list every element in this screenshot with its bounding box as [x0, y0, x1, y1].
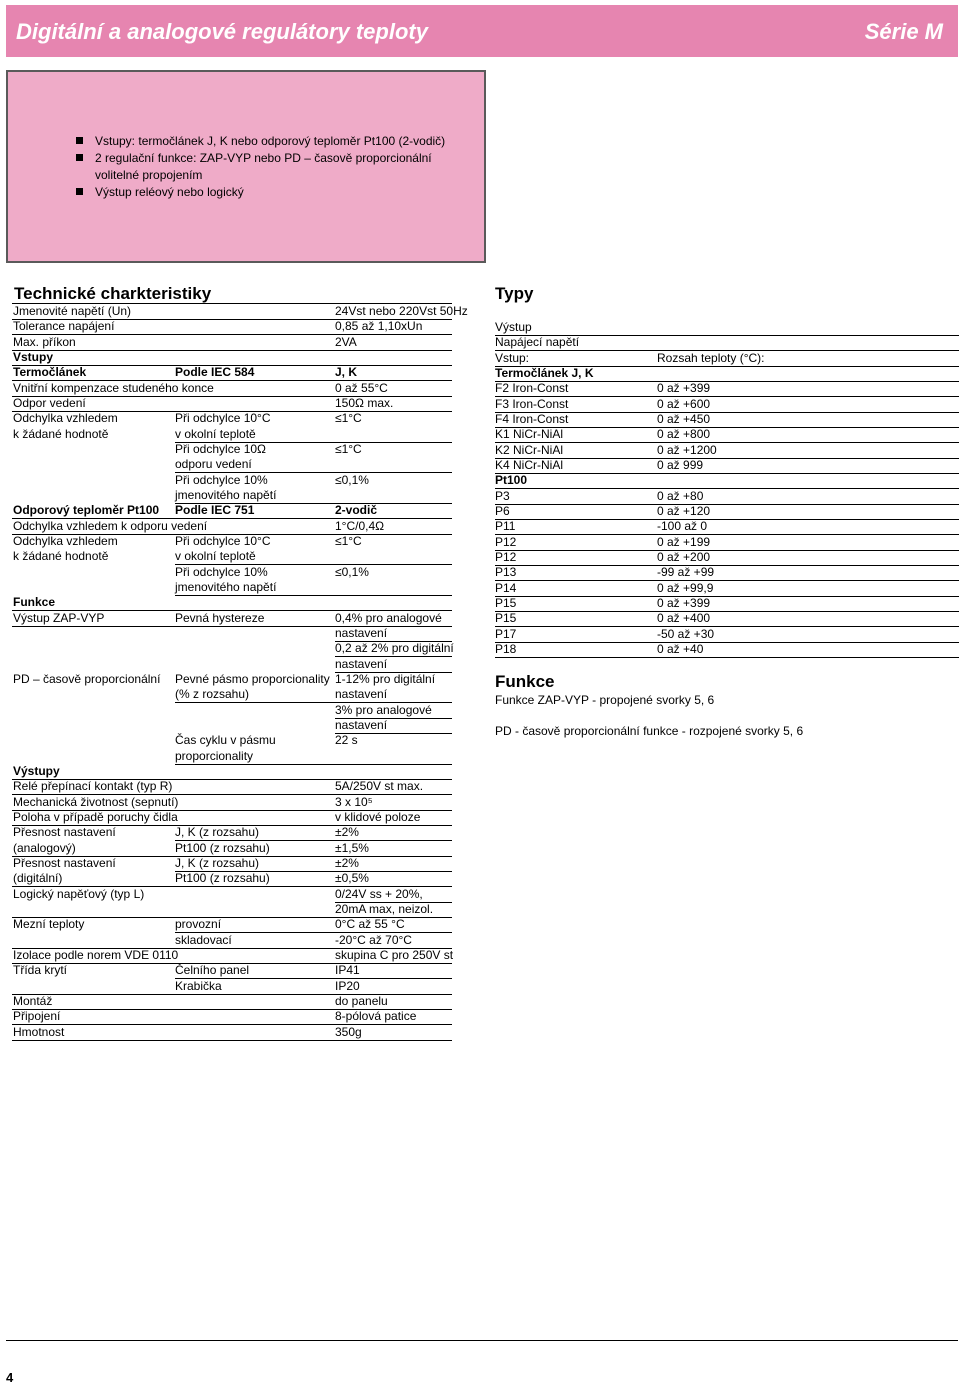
- type-code: K1 NiCr-NiAl: [495, 427, 564, 442]
- tech-cell-1: Odchylka vzhledem: [13, 534, 118, 548]
- type-row: [495, 351, 947, 366]
- type-code: P12: [495, 534, 517, 549]
- tech-cell-1: Připojení: [13, 1009, 61, 1024]
- type-code: K4 NiCr-NiAl: [495, 458, 564, 472]
- type-row: [495, 366, 947, 381]
- tech-cell-1: Termočlánek: [13, 365, 87, 380]
- tech-cell-3: 150Ω max.: [335, 396, 394, 410]
- feature-item: Vstupy: termočlánek J, K nebo odporový teploměr Pt100 (2-vodič): [76, 133, 445, 150]
- tech-cell-2: J, K (z rozsahu): [175, 825, 260, 840]
- tech-cell-1: Odchylka vzhledem k odporu vedení: [13, 518, 208, 533]
- tech-row: [12, 580, 452, 595]
- type-range: 0 až +800: [657, 427, 711, 442]
- tech-cell-1: PD – časově proporcionální: [13, 671, 161, 686]
- tech-cell-3: 20mA max, neizol.: [335, 901, 434, 916]
- tech-cell-3: 22 s: [335, 733, 358, 748]
- tech-cell-2: odporu vedení: [175, 457, 252, 472]
- tech-cell-1: (digitální): [13, 871, 63, 886]
- footer-rule: [6, 1340, 958, 1341]
- tech-row: [12, 887, 452, 902]
- tech-cell-2: Pt100 (z rozsahu): [175, 871, 270, 886]
- tech-row: [12, 1025, 452, 1040]
- tech-row: [12, 902, 452, 917]
- tech-cell-3: 0/24V ss + 20%,: [335, 886, 423, 901]
- type-range: 0 až +200: [657, 549, 711, 564]
- type-row: [495, 335, 947, 350]
- type-row: [495, 504, 947, 519]
- tech-cell-1: Odpor vedení: [13, 396, 86, 410]
- page-title: Digitální a analogové regulátory teploty: [16, 19, 428, 44]
- tech-cell-1: Mechanická životnost (sepnutí): [13, 794, 179, 809]
- tech-cell-3: 0,4% pro analogové: [335, 610, 442, 625]
- type-range: 0 až +400: [657, 611, 711, 626]
- type-row: [495, 627, 947, 642]
- tech-cell-3: ±2%: [335, 855, 359, 870]
- tech-title: Technické charkteristiky: [14, 284, 212, 303]
- tech-row: [12, 825, 452, 840]
- tech-row: [12, 365, 452, 380]
- tech-row: [12, 733, 452, 748]
- type-range: 0 až +80: [657, 488, 704, 503]
- tech-cell-3: ±0,5%: [335, 871, 369, 886]
- tech-cell-2: Podle IEC 751: [175, 503, 255, 518]
- tech-cell-2: (% z rozsahu): [175, 687, 250, 702]
- type-code: F3 Iron-Const: [495, 396, 569, 411]
- tech-row: [12, 626, 452, 641]
- tech-cell-3: nastavení: [335, 687, 388, 702]
- tech-cell-1: Přesnost nastavení: [13, 855, 116, 870]
- tech-cell-2: Čas cyklu v pásmu: [175, 733, 276, 748]
- type-code: Termočlánek J, K: [495, 366, 594, 380]
- tech-cell-3: -20°C až 70°C: [335, 932, 412, 947]
- tech-cell-2: Pevná hystereze: [175, 610, 265, 625]
- type-row: [495, 412, 947, 427]
- tech-cell-3: IP20: [335, 978, 360, 993]
- type-row: [495, 581, 947, 596]
- tech-row: [12, 457, 452, 472]
- type-range: -100 až 0: [657, 519, 708, 534]
- feature-box: [6, 70, 486, 263]
- tech-cell-3: ≤0,1%: [335, 472, 369, 487]
- tech-cell-3: ≤1°C: [335, 442, 362, 456]
- tech-cell-2: Při odchylce 10°C: [175, 411, 271, 426]
- type-row: [495, 443, 947, 458]
- type-row: [495, 519, 947, 534]
- header-bar: [6, 5, 958, 57]
- tech-row: [12, 764, 452, 779]
- tech-cell-2: Při odchylce 10%: [175, 472, 268, 487]
- tech-cell-2: v okolní teplotě: [175, 549, 256, 564]
- type-range: Rozsah teploty (°C):: [657, 350, 765, 365]
- row-divider: [12, 1040, 452, 1041]
- type-code: F2 Iron-Const: [495, 381, 569, 396]
- type-range: 0 až +120: [657, 504, 711, 518]
- types-title: Typy: [495, 284, 534, 303]
- type-code: Napájecí napětí: [495, 335, 580, 350]
- tech-row: [12, 534, 452, 549]
- tech-cell-2: Pt100 (z rozsahu): [175, 840, 270, 855]
- tech-row: [12, 519, 452, 534]
- tech-cell-3: 0°C až 55 °C: [335, 917, 405, 932]
- tech-row: [12, 641, 452, 656]
- type-range: -99 až +99: [657, 565, 715, 580]
- tech-cell-1: k žádané hodnotě: [13, 549, 109, 564]
- tech-cell-3: 3% pro analogové: [335, 702, 432, 717]
- tech-cell-3: ≤0,1%: [335, 564, 369, 579]
- tech-row: [12, 917, 452, 932]
- tech-row: [12, 749, 452, 764]
- tech-row: [12, 488, 452, 503]
- tech-row: [12, 933, 452, 948]
- tech-cell-1: k žádané hodnotě: [13, 426, 109, 441]
- tech-cell-3: IP41: [335, 963, 360, 978]
- tech-cell-3: v klidové poloze: [335, 809, 421, 824]
- tech-cell-3: J, K: [335, 365, 358, 380]
- type-code: Pt100: [495, 473, 528, 488]
- tech-cell-1: Poloha v případě poruchy čidla: [13, 809, 178, 824]
- tech-cell-1: Funkce: [13, 595, 56, 610]
- tech-cell-2: provozní: [175, 917, 222, 932]
- feature-item: 2 regulační funkce: ZAP-VYP nebo PD – časově proporcionální: [76, 150, 445, 167]
- type-row: [495, 473, 947, 488]
- tech-cell-3: 0 až 55°C: [335, 380, 388, 395]
- feature-item: Výstup reléový nebo logický: [76, 184, 445, 201]
- page-number: 4: [6, 1370, 14, 1385]
- tech-row: [12, 871, 452, 886]
- tech-cell-2: Krabička: [175, 978, 222, 993]
- type-code: P12: [495, 549, 517, 564]
- tech-cell-1: (analogový): [13, 840, 76, 855]
- type-row: [495, 596, 947, 611]
- tech-row: [12, 718, 452, 733]
- funkce-title: Funkce: [495, 672, 555, 691]
- tech-row: [12, 795, 452, 810]
- tech-cell-2: Při odchylce 10°C: [175, 534, 271, 548]
- tech-row: [12, 779, 452, 794]
- type-code: P15: [495, 595, 517, 610]
- funkce-line: Funkce ZAP-VYP - propojené svorky 5, 6: [495, 693, 715, 707]
- tech-cell-2: jmenovitého napětí: [175, 488, 277, 502]
- type-row: [495, 611, 947, 626]
- type-range: 0 až 999: [657, 458, 704, 472]
- type-row: [495, 565, 947, 580]
- type-range: 0 až +40: [657, 641, 704, 656]
- tech-row: [12, 381, 452, 396]
- tech-cell-3: 8-pólová patice: [335, 1009, 417, 1024]
- type-divider: [495, 657, 959, 658]
- tech-cell-1: Max. příkon: [13, 334, 76, 349]
- tech-cell-3: ±2%: [335, 825, 359, 840]
- type-code: Vstup:: [495, 350, 530, 365]
- tech-cell-2: Pevné pásmo proporcionality: [175, 671, 330, 686]
- tech-cell-2: Při odchylce 10Ω: [175, 442, 267, 456]
- tech-row: [12, 611, 452, 626]
- tech-cell-1: Vnitřní kompenzace studeného konce: [13, 380, 214, 395]
- tech-row: [12, 703, 452, 718]
- type-code: P17: [495, 626, 517, 641]
- tech-row: [12, 810, 452, 825]
- tech-cell-3: 2-vodič: [335, 503, 378, 518]
- tech-cell-3: nastavení: [335, 656, 388, 671]
- tech-cell-1: Odchylka vzhledem: [13, 411, 118, 426]
- tech-cell-3: 2VA: [335, 334, 357, 349]
- type-range: 0 až +399: [657, 595, 711, 610]
- tech-cell-1: Relé přepínací kontakt (typ R): [13, 779, 173, 794]
- tech-cell-1: Izolace podle norem VDE 0110: [13, 947, 179, 962]
- tech-cell-3: 24Vst nebo 220Vst 50Hz: [335, 304, 468, 318]
- tech-row: [12, 657, 452, 672]
- type-range: -50 až +30: [657, 626, 715, 641]
- tech-row: [12, 427, 452, 442]
- tech-row: [12, 304, 468, 319]
- tech-cell-1: Přesnost nastavení: [13, 825, 116, 840]
- type-row: [495, 320, 947, 335]
- type-code: P14: [495, 580, 517, 595]
- type-range: 0 až +399: [657, 381, 711, 396]
- feature-item: volitelné propojením: [95, 168, 203, 182]
- tech-cell-3: ≤1°C: [335, 411, 362, 426]
- type-code: Výstup: [495, 320, 532, 334]
- tech-row: [12, 963, 452, 978]
- tech-cell-2: Podle IEC 584: [175, 365, 255, 380]
- type-range: 0 až +1200: [657, 442, 717, 457]
- tech-row: [12, 411, 452, 426]
- tech-cell-2: Při odchylce 10%: [175, 564, 268, 579]
- type-row: [495, 397, 947, 412]
- tech-cell-3: 0,2 až 2% pro digitální: [335, 641, 454, 656]
- tech-cell-2: Čelního panel: [175, 963, 250, 978]
- tech-cell-3: 1-12% pro digitální: [335, 671, 436, 686]
- type-row: [495, 381, 947, 396]
- tech-cell-3: nastavení: [335, 625, 388, 640]
- tech-cell-1: Výstupy: [13, 763, 60, 778]
- tech-cell-1: Vstupy: [13, 350, 54, 364]
- tech-cell-1: Montáž: [13, 993, 53, 1008]
- type-row: [495, 642, 947, 657]
- type-row: [495, 458, 947, 473]
- tech-row: [12, 442, 452, 457]
- tech-cell-2: v okolní teplotě: [175, 426, 256, 441]
- type-row: [495, 427, 947, 442]
- tech-cell-3: 1°C/0,4Ω: [335, 518, 385, 533]
- tech-cell-1: Jmenovité napětí (Un): [13, 304, 132, 318]
- type-code: P13: [495, 565, 517, 580]
- tech-cell-1: Mezní teploty: [13, 917, 85, 932]
- tech-row: [12, 473, 452, 488]
- type-code: P18: [495, 641, 517, 656]
- tech-cell-2: proporcionality: [175, 748, 254, 763]
- feature-list: [76, 133, 445, 201]
- tech-row: [12, 319, 452, 334]
- tech-row: [12, 350, 452, 365]
- funkce-line: PD - časově proporcionální funkce - rozpojené svorky 5, 6: [495, 724, 804, 738]
- tech-cell-3: nastavení: [335, 717, 388, 732]
- series-label: Série M: [864, 19, 943, 44]
- type-range: 0 až +600: [657, 396, 711, 411]
- tech-cell-3: 0,85 až 1,10xUn: [335, 319, 423, 334]
- type-row: [495, 550, 947, 565]
- tech-cell-1: Tolerance napájení: [13, 319, 115, 334]
- tech-cell-1: Hmotnost: [13, 1024, 65, 1039]
- tech-cell-3: 5A/250V st max.: [335, 779, 424, 794]
- type-code: F4 Iron-Const: [495, 412, 569, 426]
- tech-cell-1: Odporový teploměr Pt100: [13, 503, 160, 518]
- type-row: [495, 535, 947, 550]
- tech-cell-2: skladovací: [175, 932, 232, 947]
- tech-row: [12, 549, 452, 564]
- tech-row: [12, 396, 452, 411]
- type-range: 0 až +199: [657, 534, 711, 549]
- type-range: 0 až +450: [657, 412, 711, 426]
- tech-cell-3: ≤1°C: [335, 534, 362, 548]
- tech-cell-3: ±1,5%: [335, 840, 369, 855]
- type-code: P11: [495, 519, 516, 534]
- tech-row: [12, 565, 452, 580]
- tech-cell-3: do panelu: [335, 993, 388, 1008]
- tech-cell-2: J, K (z rozsahu): [175, 855, 260, 870]
- tech-row: [12, 979, 452, 994]
- tech-row: [12, 994, 452, 1009]
- type-range: 0 až +99,9: [657, 580, 714, 595]
- tech-cell-1: Třída krytí: [13, 963, 68, 978]
- tech-cell-3: skupina C pro 250V st: [335, 947, 454, 962]
- type-code: K2 NiCr-NiAl: [495, 442, 564, 457]
- tech-cell-3: 350g: [335, 1024, 362, 1039]
- type-code: P15: [495, 611, 517, 626]
- tech-row: [12, 856, 452, 871]
- type-row: [495, 489, 947, 504]
- tech-cell-2: jmenovitého napětí: [175, 579, 277, 594]
- tech-cell-1: Logický napěťový (typ L): [13, 886, 145, 901]
- type-code: P6: [495, 504, 510, 518]
- type-code: P3: [495, 488, 510, 503]
- tech-row: [12, 335, 452, 350]
- tech-cell-3: 3 x 10⁵: [335, 794, 373, 809]
- tech-row: [12, 595, 452, 610]
- tech-row: [12, 672, 452, 687]
- types-box: [488, 279, 958, 757]
- tech-cell-1: Výstup ZAP-VYP: [13, 610, 105, 625]
- tech-row: [12, 1009, 452, 1024]
- tech-row: [12, 841, 452, 856]
- tech-row: [12, 687, 452, 702]
- tech-row: [12, 948, 452, 963]
- tech-row: [12, 503, 452, 518]
